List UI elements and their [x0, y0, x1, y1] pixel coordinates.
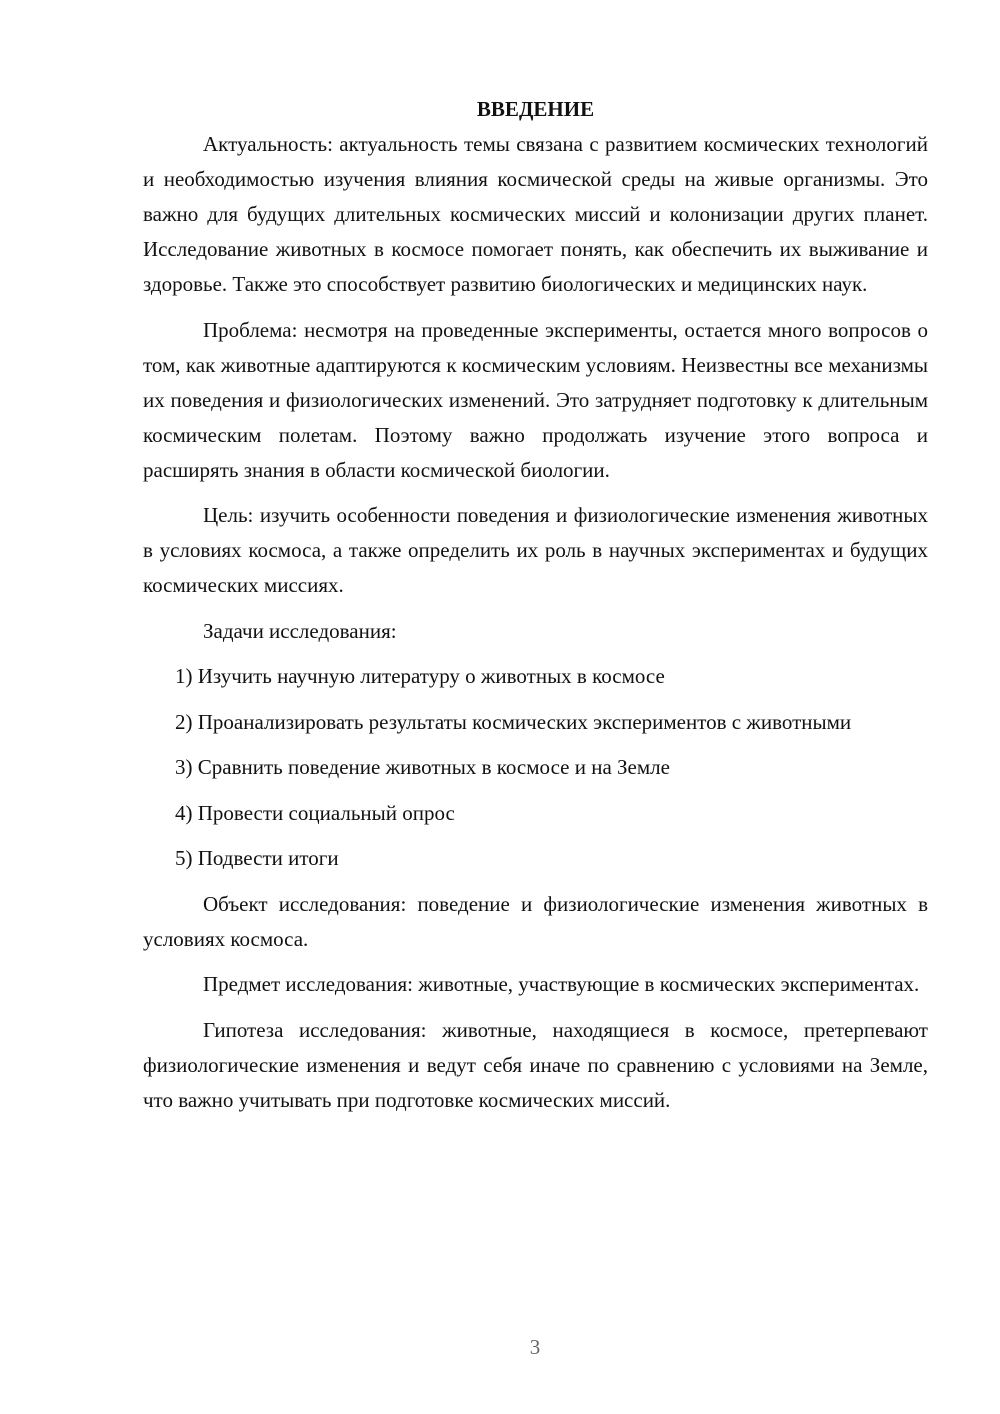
- task-item: 5) Подвести итоги: [175, 846, 339, 870]
- goal-paragraph: Цель: изучить особенности поведения и физиологические изменения животных в условиях космоса, а также определить их роль в научных экспериментах и будущих космических миссиях.: [143, 503, 928, 597]
- subject-paragraph: Предмет исследования: животные, участвующие в космических экспериментах.: [203, 972, 920, 996]
- document-page: [143, 92, 928, 1128]
- object-paragraph: Объект исследования: поведение и физиологические изменения животных в условиях космоса.: [143, 891, 928, 951]
- section-heading: ВВЕДЕНИЕ: [476, 97, 595, 121]
- page-number: 3: [529, 1335, 541, 1359]
- task-item: 4) Провести социальный опрос: [175, 800, 455, 825]
- hypothesis-paragraph: Гипотеза исследования: животные, находящиеся в космосе, претерпевают физиологические изменения и ведут себя иначе по сравнению с условиями на Земле, что важно учитывать при подготовке космических миссий.: [143, 1017, 928, 1112]
- task-item: 1) Изучить научную литературу о животных в космосе: [175, 664, 665, 688]
- task-item: 2) Проанализировать результаты космических экспериментов с животными: [175, 709, 852, 734]
- task-item: 3) Сравнить поведение животных в космосе и на Земле: [175, 755, 670, 779]
- relevance-paragraph: Актуальность: актуальность темы связана с развитием космических технологий и необходимостью изучения влияния космической среды на живые организмы. Это важно для будущих длительных космических миссий и колонизации других планет. Исследование животных в космосе помогает понять, как обеспечить их выживание и здоровье. Также это способствует развитию биологических и медицинских наук.: [143, 132, 928, 296]
- problem-paragraph: Проблема: несмотря на проведенные эксперименты, остается много вопросов о том, как животные адаптируются к космическим условиям. Неизвестны все механизмы их поведения и физиологических изменений. Это затрудняет подготовку к длительным космическим полетам. Поэтому важно продолжать изучение этого вопроса и расширять знания в области космической биологии.: [143, 317, 928, 482]
- tasks-heading: Задачи исследования:: [203, 618, 397, 643]
